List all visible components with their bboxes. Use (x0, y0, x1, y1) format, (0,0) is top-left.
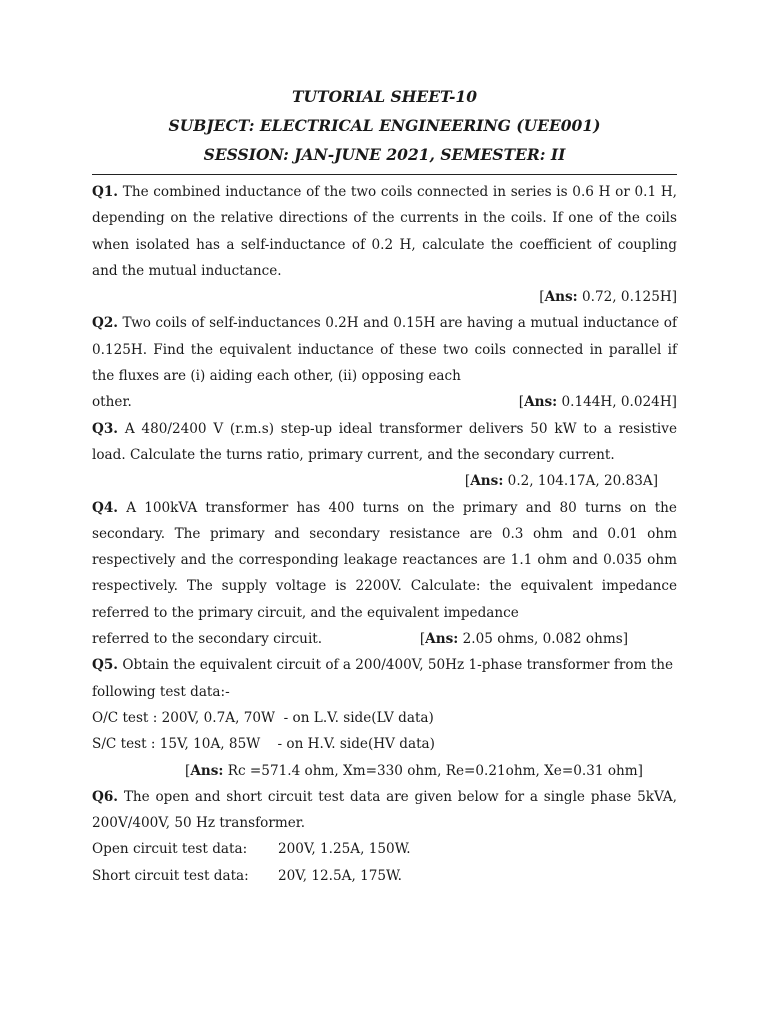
question-text-end: referred to the secondary circuit. (92, 631, 323, 648)
ans-label: Ans: (425, 631, 459, 648)
answer-5: [Ans: Rc =571.4 ohm, Xm=330 ohm, Re=0.21ohm, Xe=0.31 ohm] (185, 762, 643, 779)
subject-line: SUBJECT: ELECTRICAL ENGINEERING (UEE001) (168, 116, 601, 135)
answer-value: 0.144H, 0.024H] (561, 394, 677, 411)
question-text: A 480/2400 V (r.m.s) step-up ideal transformer delivers 50 kW to a resistive load. Calculate the turns ratio, primary current, and the secondary current. (92, 420, 677, 463)
ans-label: Ans: (544, 289, 578, 306)
ans-label: Ans: (524, 394, 558, 411)
question-number: Q1. (92, 184, 119, 200)
question-number: Q3. (92, 420, 119, 437)
question-6 (92, 784, 677, 837)
ans-label: Ans: (470, 473, 504, 490)
short-circuit-value: 20V, 12.5A, 175W. (278, 867, 402, 884)
answer-3: [Ans: 0.2, 104.17A, 20.83A] (464, 473, 658, 490)
answer-1: [Ans: 0.72, 0.125H] (539, 289, 677, 306)
answer-2: [Ans: 0.144H, 0.024H] (518, 394, 677, 411)
question-number: Q6. (92, 788, 119, 805)
answer-4: [Ans: 2.05 ohms, 0.082 ohms] (419, 631, 628, 648)
open-circuit-label: Open circuit test data: (92, 841, 248, 858)
session-line: SESSION: JAN-JUNE 2021, SEMESTER: II (203, 145, 566, 164)
question-text-end: other. (92, 394, 132, 411)
question-4-last-line (92, 626, 677, 652)
question-2-last-line (92, 389, 677, 415)
question-text: The open and short circuit test data are given below for a single phase 5kVA, 200V/400V, 50 Hz transformer. (92, 788, 677, 832)
tutorial-page (92, 82, 677, 889)
question-text: Obtain the equivalent circuit of a 200/400V, 50Hz 1-phase transformer from the following test data:- (92, 657, 674, 700)
short-circuit-label: Short circuit test data: (92, 867, 249, 884)
oc-test-data: O/C test : 200V, 0.7A, 70W - on L.V. side(LV data) (92, 709, 434, 726)
answer-value: 2.05 ohms, 0.082 ohms] (462, 631, 628, 648)
sheet-title: TUTORIAL SHEET-10 (292, 87, 477, 106)
answer-value: Rc =571.4 ohm, Xm=330 ohm, Re=0.21ohm, Xe=0.31 ohm] (227, 762, 643, 779)
open-circuit-value: 200V, 1.25A, 150W. (278, 841, 411, 858)
sc-test-data: S/C test : 15V, 10A, 85W - on H.V. side(HV data) (92, 736, 435, 753)
question-3 (92, 416, 677, 469)
question-4 (92, 495, 677, 626)
header-divider (92, 174, 677, 175)
answer-value: 0.2, 104.17A, 20.83A] (507, 473, 658, 490)
answer-value: 0.72, 0.125H] (582, 289, 677, 306)
question-number: Q2. (92, 315, 119, 332)
question-text: The combined inductance of the two coils connected in series is 0.6 H or 0.1 H, depending on the relative directions of the currents in the coils. If one of the coils when isolated has a self-inductance of 0.2 H, calculate the coefficient of coupling and the mutual inductance. (92, 184, 677, 279)
question-number: Q4. (92, 499, 119, 516)
ans-label: Ans: (190, 762, 224, 779)
question-text: Two coils of self-inductances 0.2H and 0.15H are having a mutual inductance of 0.125H. Find the equivalent inductance of these two coils connected in parallel if the fluxes are (i) aiding each other, (ii) opposing each (92, 315, 677, 385)
question-5 (92, 652, 677, 705)
question-list (92, 179, 677, 889)
question-number: Q5. (92, 657, 119, 674)
open-circuit-row (92, 836, 677, 862)
short-circuit-row (92, 863, 677, 889)
question-2 (92, 310, 677, 389)
question-text: A 100kVA transformer has 400 turns on the primary and 80 turns on the secondary. The primary and secondary resistance are 0.3 ohm and 0.01 ohm respectively and the corresponding leakage reactances are 1.1 ohm and 0.035 ohm respectively. The supply voltage is 2200V. Calculate: the equivalent impedance referred to the primary circuit, and the equivalent impedance (92, 499, 677, 621)
question-1 (92, 179, 677, 284)
